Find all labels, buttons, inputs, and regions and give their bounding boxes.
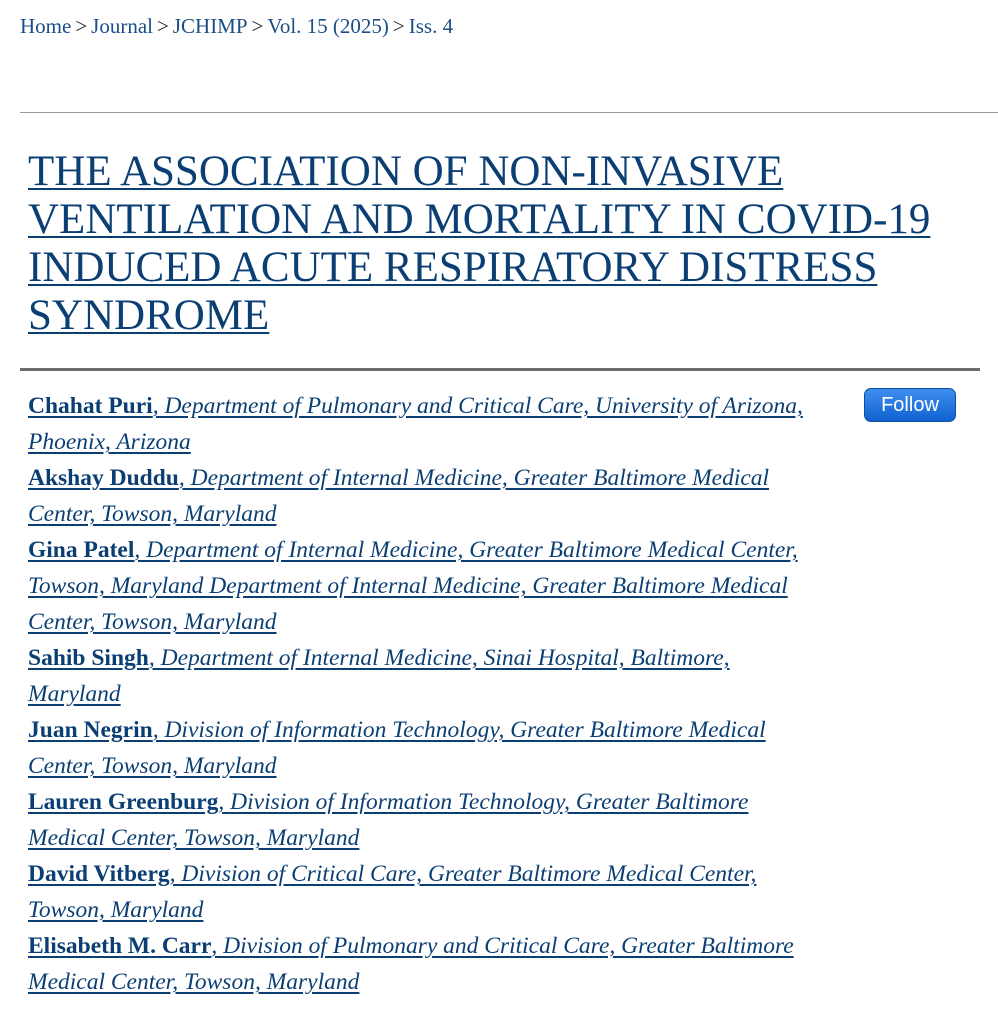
- author-affiliation: , Division of Information Technology, Greater Baltimore Medical Center, Towson, Maryland: [28, 789, 749, 851]
- author-name: Lauren Greenburg: [28, 789, 219, 815]
- breadcrumb-home[interactable]: Home: [20, 14, 72, 38]
- author-affiliation: , Department of Internal Medicine, Sinai Hospital, Baltimore, Maryland: [28, 645, 730, 707]
- follow-button[interactable]: Follow: [864, 388, 956, 422]
- author-item: [28, 712, 818, 784]
- author-name: Chahat Puri: [28, 393, 153, 419]
- article-title[interactable]: THE ASSOCIATION OF NON-INVASIVE VENTILATION AND MORTALITY IN COVID-19 INDUCED ACUTE RESPIRATORY DISTRESS SYNDROME: [28, 148, 931, 339]
- author-name: Akshay Duddu: [28, 465, 179, 491]
- author-link[interactable]: [28, 465, 769, 527]
- author-item: [28, 856, 818, 928]
- author-link[interactable]: [28, 789, 748, 851]
- breadcrumb-volume[interactable]: Vol. 15 (2025): [267, 14, 389, 38]
- author-item: [28, 928, 818, 1000]
- author-item: [28, 532, 818, 640]
- title-divider: [20, 368, 980, 371]
- author-affiliation: , Division of Critical Care, Greater Baltimore Medical Center, Towson, Maryland: [28, 861, 757, 923]
- author-name: David Vitberg: [28, 861, 170, 887]
- author-link[interactable]: [28, 393, 803, 455]
- top-divider: [20, 112, 998, 113]
- author-affiliation: , Department of Internal Medicine, Greater Baltimore Medical Center, Towson, Maryland Department of Internal Medicine, Greater Baltimore Medical Center, Towson, Maryland: [28, 537, 798, 635]
- author-affiliation: , Department of Pulmonary and Critical Care, University of Arizona, Phoenix, Arizona: [28, 393, 803, 455]
- breadcrumb-separator: >: [251, 14, 264, 38]
- breadcrumb-issue[interactable]: Iss. 4: [408, 14, 454, 38]
- author-link[interactable]: [28, 933, 794, 995]
- author-affiliation: , Division of Information Technology, Greater Baltimore Medical Center, Towson, Maryland: [28, 717, 766, 779]
- author-link[interactable]: [28, 717, 766, 779]
- author-name: Juan Negrin: [28, 717, 153, 743]
- author-list: [28, 388, 818, 1000]
- author-item: [28, 640, 818, 712]
- author-item: [28, 784, 818, 856]
- author-link[interactable]: [28, 645, 730, 707]
- author-affiliation: , Department of Internal Medicine, Greater Baltimore Medical Center, Towson, Maryland: [28, 465, 770, 527]
- author-name: Gina Patel: [28, 537, 135, 563]
- author-name: Elisabeth M. Carr: [28, 933, 212, 959]
- author-affiliation: , Division of Pulmonary and Critical Care, Greater Baltimore Medical Center, Towson, Maryland: [28, 933, 794, 995]
- author-item: [28, 460, 818, 532]
- breadcrumb-journal[interactable]: Journal: [91, 14, 153, 38]
- breadcrumb-separator: >: [392, 14, 405, 38]
- author-link[interactable]: [28, 861, 756, 923]
- breadcrumb: [20, 12, 453, 40]
- author-name: Sahib Singh: [28, 645, 149, 671]
- author-item: [28, 388, 818, 460]
- author-link[interactable]: [28, 537, 798, 635]
- breadcrumb-jchimp[interactable]: JCHIMP: [172, 14, 248, 38]
- breadcrumb-separator: >: [75, 14, 88, 38]
- breadcrumb-separator: >: [157, 14, 169, 38]
